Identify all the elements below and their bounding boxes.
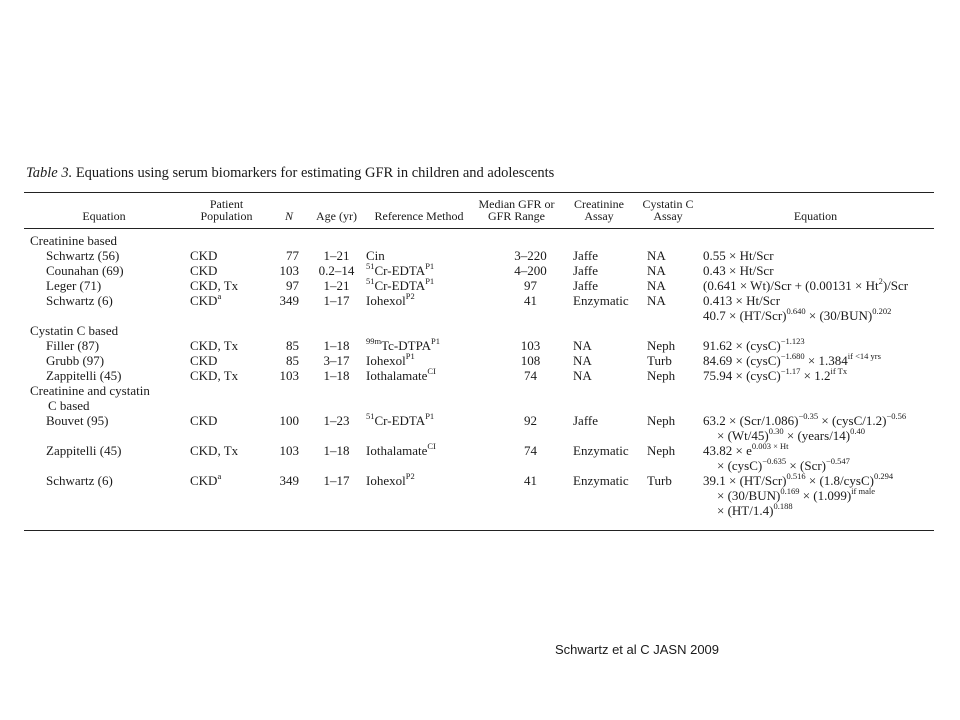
reference-method-cell	[364, 350, 474, 368]
formula-part: 40.7 × (HT/Scr)	[703, 308, 787, 323]
population-cell	[184, 368, 269, 383]
section-label: Cystatin C based	[30, 323, 119, 338]
cystatin-assay-cell	[639, 353, 697, 368]
equation-name-cell	[24, 353, 184, 368]
median-gfr-cell	[474, 353, 559, 368]
equation-name-cell	[24, 263, 184, 278]
reference-method-cell-ref_sup: P1	[431, 335, 440, 346]
median-gfr-cell	[474, 473, 559, 488]
n-cell	[269, 263, 309, 278]
population-cell	[184, 278, 269, 293]
formula-cell	[697, 455, 934, 473]
age-cell-age: 1–18	[323, 338, 350, 353]
formula-part: 75.94 × (cysC)	[703, 368, 781, 383]
creatinine-assay-cell	[559, 338, 639, 353]
cystatin-assay-cell	[639, 263, 697, 278]
formula-part: 0.40	[850, 425, 866, 436]
cystatin-assay-cell	[639, 293, 697, 308]
formula-part: 63.2 × (Scr/1.086)	[703, 413, 799, 428]
n-cell	[269, 248, 309, 263]
cystatin-assay-cell-cys: Neph	[647, 368, 676, 383]
formula-part: 0.188	[773, 500, 793, 511]
age-cell	[309, 248, 364, 263]
population-cell	[184, 290, 269, 308]
population-cell-pop_sup: a	[217, 470, 222, 481]
reference-method-cell-ref_sup: P1	[425, 275, 435, 286]
creatinine-assay-cell-creat: NA	[573, 368, 592, 383]
equation-name-cell	[24, 443, 184, 458]
median-gfr-cell	[474, 443, 559, 458]
creatinine-assay-cell-creat: Jaffe	[573, 248, 599, 263]
creatinine-assay-cell-creat: Jaffe	[573, 263, 599, 278]
table-row	[24, 263, 934, 278]
population-cell-pop_sup: a	[217, 290, 222, 301]
n-cell	[269, 443, 309, 458]
formula-part: 0.640	[786, 305, 806, 316]
population-cell-pop: CKD, Tx	[190, 338, 239, 353]
reference-method-cell	[364, 275, 474, 293]
n-cell-n: 100	[279, 413, 299, 428]
formula-part: −1.123	[780, 335, 805, 346]
age-cell-age: 3–17	[323, 353, 350, 368]
equation-name-cell	[24, 278, 184, 293]
formula-part: × (Wt/45)	[717, 428, 769, 443]
median-gfr-cell	[474, 263, 559, 278]
table-caption	[26, 165, 934, 182]
n-cell-n: 103	[279, 368, 299, 383]
reference-method-cell	[364, 248, 474, 263]
equation-name-cell-name: Zappitelli (45)	[46, 443, 122, 458]
header-population: Patient Population	[184, 193, 269, 229]
equation-name-cell-name: Schwartz (6)	[46, 293, 113, 308]
reference-method-cell	[364, 410, 474, 428]
equation-name-cell-name: Counahan (69)	[46, 263, 124, 278]
formula-cell	[697, 365, 934, 383]
table-row	[24, 248, 934, 263]
population-cell-pop: CKD, Tx	[190, 443, 239, 458]
n-cell-n: 85	[286, 353, 299, 368]
creatinine-assay-cell-creat: Enzymatic	[573, 293, 629, 308]
creatinine-assay-cell-creat: Jaffe	[573, 413, 599, 428]
creatinine-assay-cell-creat: NA	[573, 338, 592, 353]
n-cell-n: 85	[286, 338, 299, 353]
table-row	[24, 413, 934, 428]
reference-method-cell	[364, 335, 474, 353]
n-cell	[269, 278, 309, 293]
formula-part: 0.55 × Ht/Scr	[703, 248, 774, 263]
cystatin-assay-cell	[639, 278, 697, 293]
source-citation: Schwartz et al C JASN 2009	[555, 642, 720, 657]
population-cell	[184, 248, 269, 263]
formula-part: × (1.8/cysC)	[805, 473, 874, 488]
age-cell-age: 1–21	[323, 248, 350, 263]
population-cell	[184, 413, 269, 428]
age-cell	[309, 353, 364, 368]
formula-part: 0.003 × Ht	[751, 440, 789, 451]
age-cell	[309, 368, 364, 383]
cystatin-assay-cell	[639, 473, 697, 488]
cystatin-assay-cell-cys: Neph	[647, 338, 676, 353]
age-cell	[309, 338, 364, 353]
gfr-table-figure	[24, 165, 934, 531]
population-cell-pop: CKD	[190, 293, 218, 308]
age-cell	[309, 278, 364, 293]
table-row	[24, 278, 934, 293]
header-cystatin-assay: Cystatin C Assay	[639, 193, 697, 229]
age-cell-age: 1–21	[323, 278, 350, 293]
table-caption-label: Table 3.	[26, 165, 73, 181]
creatinine-assay-cell	[559, 413, 639, 428]
cystatin-assay-cell-cys: NA	[647, 263, 666, 278]
reference-method-cell-ref: Cr-EDTA	[374, 263, 426, 278]
age-cell-age: 1–18	[323, 443, 350, 458]
formula-part: × (30/BUN)	[717, 488, 781, 503]
formula-part: if Tx	[830, 365, 848, 376]
formula-part: 0.30	[768, 425, 784, 436]
table-row	[24, 368, 934, 383]
formula-cell	[697, 410, 934, 428]
table-row-continuation	[24, 428, 934, 443]
formula-cell	[697, 263, 934, 278]
reference-method-cell-ref: Cr-EDTA	[374, 413, 426, 428]
n-cell-n: 349	[279, 293, 299, 308]
formula-part: if male	[851, 485, 876, 496]
equation-name-cell-name: Grubb (97)	[46, 353, 105, 368]
formula-part: if <14 yrs	[847, 350, 881, 361]
reference-method-cell-ref: Iohexol	[366, 293, 406, 308]
formula-cell	[697, 485, 934, 503]
header-ref-method: Reference Method	[364, 193, 474, 229]
reference-method-cell-ref: Tc-DTPA	[381, 338, 432, 353]
population-cell-pop: CKD	[190, 413, 218, 428]
cystatin-assay-cell-cys: NA	[647, 248, 666, 263]
formula-part: 0.202	[872, 305, 892, 316]
formula-part: × (cysC)	[717, 458, 763, 473]
formula-part: 0.294	[874, 470, 894, 481]
cystatin-assay-cell-cys: NA	[647, 278, 666, 293]
formula-part: −0.635	[762, 455, 787, 466]
gfr-equations-table	[24, 192, 934, 531]
equation-name-cell-name: Zappitelli (45)	[46, 368, 122, 383]
section-label: C based	[48, 398, 90, 413]
median-gfr-cell-median: 41	[524, 293, 537, 308]
population-cell-pop: CKD, Tx	[190, 278, 239, 293]
formula-cell	[697, 248, 934, 263]
population-cell-pop: CKD	[190, 248, 218, 263]
reference-method-cell	[364, 365, 474, 383]
equation-name-cell	[24, 248, 184, 263]
n-cell-n: 103	[279, 263, 299, 278]
header-n: N	[269, 193, 309, 229]
median-gfr-cell-median: 74	[524, 368, 537, 383]
formula-part: 0.516	[786, 470, 806, 481]
population-cell-pop: CKD	[190, 263, 218, 278]
table-row-continuation	[24, 503, 934, 531]
n-cell	[269, 353, 309, 368]
cystatin-assay-cell-cys: NA	[647, 293, 666, 308]
header-creatinine-assay: Creatinine Assay	[559, 193, 639, 229]
section-label: Creatinine based	[30, 233, 117, 248]
median-gfr-cell-median: 108	[520, 353, 541, 368]
formula-cell	[697, 335, 934, 353]
equation-name-cell	[24, 413, 184, 428]
reference-method-cell-ref_pre: 51	[366, 260, 375, 271]
age-cell-age: 1–17	[323, 473, 350, 488]
table-row	[24, 443, 934, 458]
reference-method-cell-ref: Iothalamate	[366, 443, 428, 458]
formula-part: 84.69 × (cysC)	[703, 353, 781, 368]
formula-part: 91.62 × (cysC)	[703, 338, 781, 353]
age-cell-age: 1–23	[323, 413, 350, 428]
n-cell	[269, 338, 309, 353]
formula-part: −1.17	[780, 365, 801, 376]
creatinine-assay-cell	[559, 353, 639, 368]
reference-method-cell	[364, 440, 474, 458]
equation-name-cell	[24, 368, 184, 383]
formula-part: 39.1 × (HT/Scr)	[703, 473, 787, 488]
population-cell	[184, 470, 269, 488]
header-row	[24, 193, 934, 229]
equation-name-cell-name: Filler (87)	[46, 338, 100, 353]
creatinine-assay-cell-creat: NA	[573, 353, 592, 368]
formula-part: × 1.384	[804, 353, 848, 368]
reference-method-cell-ref_sup: CI	[427, 440, 436, 451]
age-cell	[309, 473, 364, 488]
population-cell	[184, 353, 269, 368]
population-cell	[184, 338, 269, 353]
formula-part: × (1.099)	[799, 488, 852, 503]
reference-method-cell	[364, 470, 474, 488]
equation-name-cell	[24, 293, 184, 308]
equation-name-cell-name: Bouvet (95)	[46, 413, 109, 428]
median-gfr-cell	[474, 278, 559, 293]
formula-part: (0.641 × Wt)/Scr + (0.00131 × Ht	[703, 278, 879, 293]
formula-part: −0.56	[886, 410, 907, 421]
section-row	[24, 229, 934, 249]
creatinine-assay-cell	[559, 278, 639, 293]
reference-method-cell-ref_pre: 99m	[366, 335, 382, 346]
age-cell	[309, 263, 364, 278]
creatinine-assay-cell	[559, 293, 639, 308]
median-gfr-cell-median: 41	[524, 473, 537, 488]
formula-cell	[697, 293, 934, 308]
n-cell-n: 97	[286, 278, 299, 293]
creatinine-assay-cell-creat: Enzymatic	[573, 473, 629, 488]
creatinine-assay-cell-creat: Enzymatic	[573, 443, 629, 458]
formula-part: × (cysC/1.2)	[818, 413, 887, 428]
formula-cell	[697, 305, 934, 323]
median-gfr-cell-median: 3–220	[514, 248, 547, 263]
reference-method-cell-ref_sup: P2	[405, 290, 415, 301]
age-cell-age: 0.2–14	[318, 263, 355, 278]
equation-name-cell-name: Leger (71)	[46, 278, 102, 293]
creatinine-assay-cell	[559, 473, 639, 488]
formula-part: −0.35	[798, 410, 819, 421]
median-gfr-cell-median: 4–200	[514, 263, 547, 278]
equation-name-cell	[24, 338, 184, 353]
median-gfr-cell	[474, 338, 559, 353]
formula-part: 0.43 × Ht/Scr	[703, 263, 774, 278]
equation-name-cell-name: Schwartz (56)	[46, 248, 120, 263]
creatinine-assay-cell	[559, 368, 639, 383]
header-median: Median GFR or GFR Range	[474, 193, 559, 229]
reference-method-cell-ref_sup: P2	[405, 470, 415, 481]
reference-method-cell-ref_sup: P1	[425, 260, 435, 271]
formula-part: 2	[878, 275, 883, 286]
reference-method-cell-ref: Iohexol	[366, 473, 406, 488]
n-cell	[269, 293, 309, 308]
population-cell	[184, 443, 269, 458]
reference-method-cell-ref_pre: 51	[366, 410, 375, 421]
formula-part: × 1.2	[800, 368, 831, 383]
formula-cell	[697, 470, 934, 488]
median-gfr-cell	[474, 368, 559, 383]
formula-part: × (30/BUN)	[805, 308, 873, 323]
creatinine-assay-cell	[559, 443, 639, 458]
cystatin-assay-cell-cys: Turb	[647, 353, 672, 368]
n-cell	[269, 473, 309, 488]
reference-method-cell-ref: Iothalamate	[366, 368, 428, 383]
cystatin-assay-cell	[639, 248, 697, 263]
cystatin-assay-cell-cys: Neph	[647, 413, 676, 428]
formula-cell	[697, 275, 934, 293]
reference-method-cell-ref_pre: 51	[366, 275, 375, 286]
median-gfr-cell-median: 92	[524, 413, 537, 428]
reference-method-cell-ref: Cr-EDTA	[374, 278, 426, 293]
reference-method-cell	[364, 290, 474, 308]
n-cell-n: 77	[286, 248, 299, 263]
cystatin-assay-cell-cys: Turb	[647, 473, 672, 488]
formula-cell	[697, 425, 934, 443]
table-caption-text: Equations using serum biomarkers for estimating GFR in children and adolescents	[75, 165, 555, 181]
formula-cell	[697, 350, 934, 368]
section-label: Creatinine and cystatin	[30, 383, 150, 398]
formula-part: 43.82 × e	[703, 443, 752, 458]
age-cell-age: 1–17	[323, 293, 350, 308]
section-row	[24, 383, 934, 398]
cystatin-assay-cell	[639, 368, 697, 383]
reference-method-cell-ref_sup: P1	[425, 410, 435, 421]
median-gfr-cell-median: 103	[520, 338, 541, 353]
header-equation: Equation	[24, 193, 184, 229]
cystatin-assay-cell-cys: Neph	[647, 443, 676, 458]
table-row-continuation	[24, 488, 934, 503]
population-cell-pop: CKD, Tx	[190, 368, 239, 383]
population-cell-pop: CKD	[190, 353, 218, 368]
formula-part: )/Scr	[882, 278, 909, 293]
reference-method-cell-ref_sup: CI	[427, 365, 436, 376]
formula-part: −0.547	[826, 455, 850, 466]
median-gfr-cell	[474, 248, 559, 263]
formula-part: 0.413 × Ht/Scr	[703, 293, 781, 308]
creatinine-assay-cell	[559, 263, 639, 278]
formula-cell	[697, 500, 934, 531]
age-cell-age: 1–18	[323, 368, 350, 383]
formula-part: × (HT/1.4)	[717, 503, 774, 518]
n-cell	[269, 413, 309, 428]
equation-name-cell-name: Schwartz (6)	[46, 473, 113, 488]
formula-cell	[697, 440, 934, 458]
formula-part: × (years/14)	[783, 428, 851, 443]
population-cell-pop: CKD	[190, 473, 218, 488]
age-cell	[309, 293, 364, 308]
reference-method-cell-ref_sup: P1	[405, 350, 415, 361]
reference-method-cell-ref: Iohexol	[366, 353, 406, 368]
reference-method-cell	[364, 260, 474, 278]
n-cell-n: 103	[279, 443, 299, 458]
equation-name-cell	[24, 473, 184, 488]
age-cell	[309, 413, 364, 428]
age-cell	[309, 443, 364, 458]
reference-method-cell-ref: Cin	[366, 248, 385, 263]
header-age: Age (yr)	[309, 193, 364, 229]
n-cell	[269, 368, 309, 383]
population-cell	[184, 263, 269, 278]
creatinine-assay-cell	[559, 248, 639, 263]
median-gfr-cell	[474, 413, 559, 428]
median-gfr-cell	[474, 293, 559, 308]
table-row-continuation	[24, 308, 934, 323]
header-formula: Equation	[697, 193, 934, 229]
cystatin-assay-cell	[639, 338, 697, 353]
cystatin-assay-cell	[639, 443, 697, 458]
formula-part: 0.169	[780, 485, 800, 496]
cystatin-assay-cell	[639, 413, 697, 428]
n-cell-n: 349	[279, 473, 299, 488]
formula-part: × (Scr)	[786, 458, 826, 473]
formula-part: −1.680	[780, 350, 805, 361]
creatinine-assay-cell-creat: Jaffe	[573, 278, 599, 293]
median-gfr-cell-median: 97	[524, 278, 537, 293]
median-gfr-cell-median: 74	[524, 443, 537, 458]
